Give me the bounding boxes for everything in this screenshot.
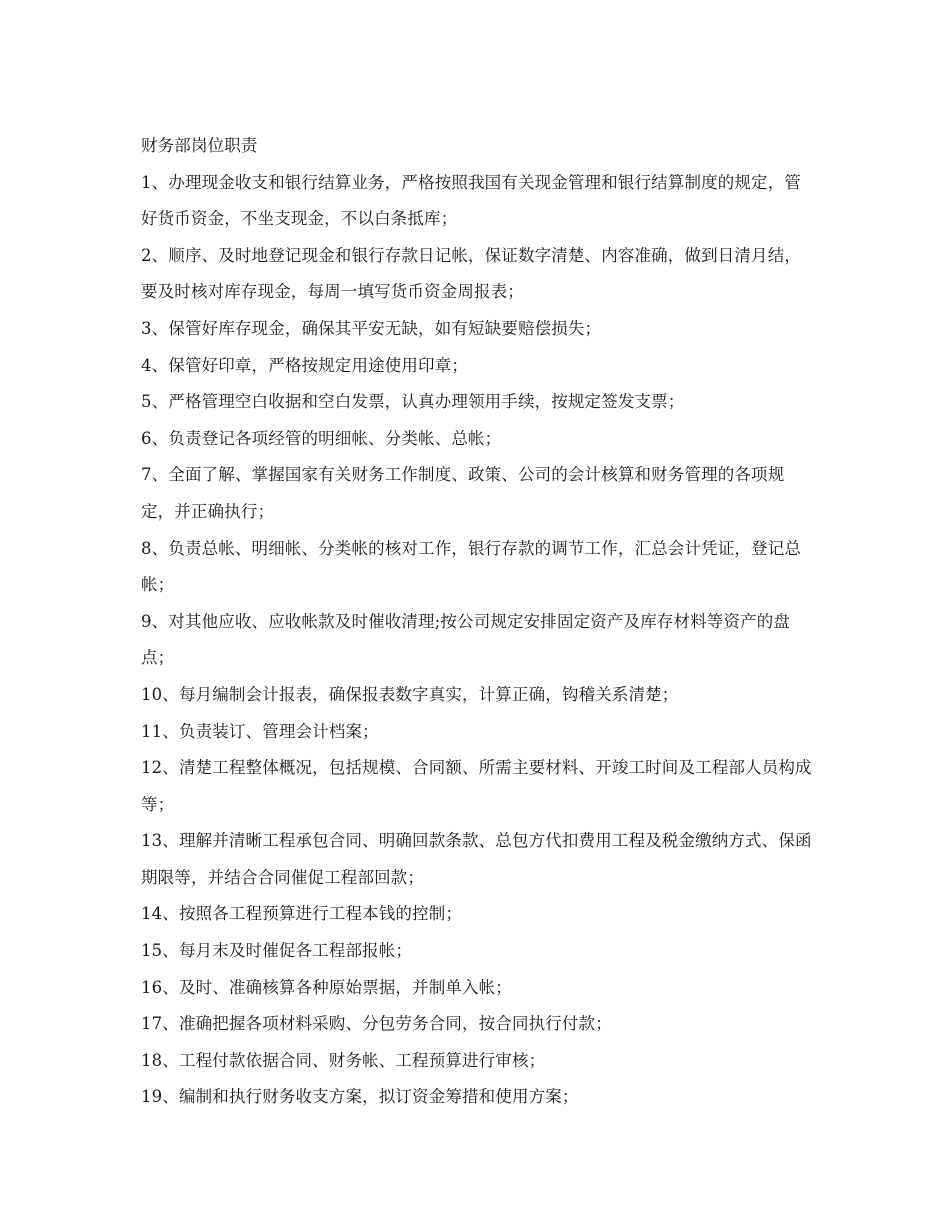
duty-item-16: 16、及时、准确核算各种原始票据，并制单入帐； bbox=[141, 977, 512, 997]
document-body bbox=[141, 128, 813, 1116]
document-title: 财务部岗位职责 bbox=[141, 136, 258, 155]
duty-item-2: 2、顺序、及时地登记现金和银行存款日记帐，保证数字清楚、内容准确，做到日清月结，要及时核对库存现金，每周一填写货币资金周报表； bbox=[141, 245, 801, 302]
duty-item-1: 1、办理现金收支和银行结算业务，严格按照我国有关现金管理和银行结算制度的规定，管好货币资金，不坐支现金，不以白条抵库； bbox=[141, 172, 801, 229]
duty-item-12: 12、清楚工程整体概况，包括规模、合同额、所需主要材料、开竣工时间及工程部人员构成等； bbox=[141, 758, 812, 814]
duty-item-13: 13、理解并清晰工程承包合同、明确回款条款、总包方代扣费用工程及税金缴纳方式、保函期限等，并结合合同催促工程部回款； bbox=[141, 831, 812, 887]
duty-item-7: 7、全面了解、掌握国家有关财务工作制度、政策、公司的会计核算和财务管理的各项规定，并正确执行； bbox=[141, 465, 785, 521]
duty-item-11: 11、负责装订、管理会计档案； bbox=[141, 721, 379, 741]
duty-item-18: 18、工程付款依据合同、财务帐、工程预算进行审核； bbox=[141, 1050, 546, 1070]
duty-item-15: 15、每月末及时催促各工程部报帐； bbox=[141, 941, 413, 961]
duty-item-10: 10、每月编制会计报表，确保报表数字真实，计算正确，钩稽关系清楚； bbox=[141, 684, 679, 704]
duty-item-5: 5、严格管理空白收据和空白发票，认真办理领用手续，按规定签发支票； bbox=[141, 392, 685, 412]
duty-item-6: 6、负责登记各项经管的明细帐、分类帐、总帐； bbox=[141, 428, 502, 448]
duty-item-9: 9、对其他应收、应收帐款及时催收清理;按公司规定安排固定资产及库存材料等资产的盘点； bbox=[141, 611, 791, 668]
duty-item-3: 3、保管好库存现金，确保其平安无缺，如有短缺要赔偿损失； bbox=[141, 318, 602, 338]
duty-item-8: 8、负责总帐、明细帐、分类帐的核对工作，银行存款的调节工作，汇总会计凭证，登记总帐； bbox=[141, 538, 801, 595]
duty-item-17: 17、准确把握各项材料采购、分包劳务合同，按合同执行付款； bbox=[141, 1014, 612, 1034]
duty-item-4: 4、保管好印章，严格按规定用途使用印章； bbox=[141, 355, 468, 375]
duty-item-19: 19、编制和执行财务收支方案，拟订资金筹措和使用方案； bbox=[141, 1087, 579, 1107]
duty-item-14: 14、按照各工程预算进行工程本钱的控制； bbox=[141, 904, 462, 924]
